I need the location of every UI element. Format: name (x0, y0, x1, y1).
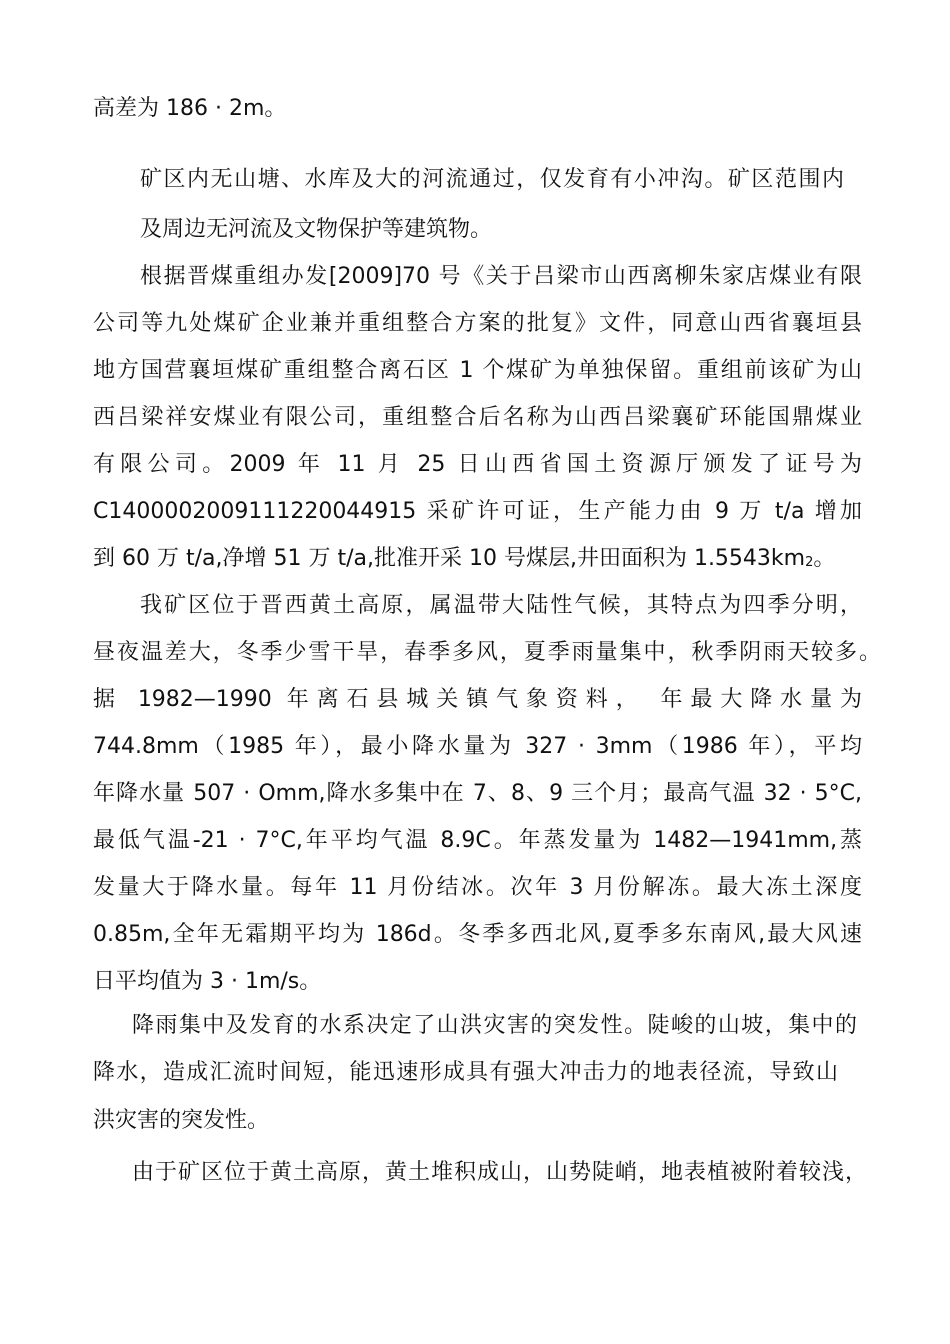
text-line: 降雨集中及发育的水系决定了山洪灾害的突发性。陡峻的山坡，集中的 (132, 1013, 857, 1038)
text-line: 由于矿区位于黄土高原，黄土堆积成山，山势陡峭，地表植被附着较浅， (132, 1160, 867, 1185)
text-line: 及周边无河流及文物保护等建筑物。 (140, 217, 493, 242)
text-line: 最低气温-21 · 7°C,年平均气温 8.9C。年蒸发量为 1482—1941mm,蒸 (93, 828, 862, 853)
text-line: 昼夜温差大，冬季少雪干旱，春季多风，夏季雨量集中，秋季阴雨天较多。 (93, 640, 881, 665)
text-line-area (93, 544, 835, 578)
area-superscript: 2 (805, 555, 814, 570)
text-line: 年降水量 507 · Omm,降水多集中在 7、8、9 三个月；最高气温 32 · 5°C, (93, 781, 862, 806)
text-line: 地方国营襄垣煤矿重组整合离石区 1 个煤矿为单独保留。重组前该矿为山 (93, 358, 862, 383)
area-text: 到 60 万 t/a,净增 51 万 t/a,批准开采 10 号煤层,井田面积为 1.5543km (93, 546, 806, 571)
text-line: 744.8mm（1985 年），最小降水量为 327 · 3mm（1986 年），平均 (93, 734, 862, 759)
text-line: C1400002009111220044915 采矿许可证，生产能力由 9 万 t/a 增加 (93, 499, 862, 524)
area-tail: 。 (813, 546, 836, 571)
text-line: 高差为 186 · 2m。 (93, 96, 287, 121)
text-line: 根据晋煤重组办发[2009]70 号《关于吕梁市山西离柳朱家店煤业有限 (140, 264, 862, 289)
text-line: 矿区内无山塘、水库及大的河流通过，仅发育有小冲沟。矿区范围内 (140, 167, 844, 192)
text-line: 0.85m,全年无霜期平均为 186d。冬季多西北风,夏季多东南风,最大风速 (93, 922, 862, 947)
text-line: 发量大于降水量。每年 11 月份结冰。次年 3 月份解冻。最大冻土深度 (93, 875, 862, 900)
text-line: 降水，造成汇流时间短，能迅速形成具有强大冲击力的地表径流，导致山 (93, 1060, 838, 1085)
text-line: 公司等九处煤矿企业兼并重组整合方案的批复》文件，同意山西省襄垣县 (93, 311, 862, 336)
text-line: 西吕梁祥安煤业有限公司，重组整合后名称为山西吕梁襄矿环能国鼎煤业 (93, 405, 862, 430)
text-line: 洪灾害的突发性。 (93, 1108, 270, 1133)
text-line: 有限公司。2009 年 11 月 25 日山西省国土资源厅颁发了证号为 (93, 452, 862, 477)
text-line: 据 1982—1990 年离石县城关镇气象资料， 年最大降水量为 (93, 687, 862, 712)
text-line: 我矿区位于晋西黄土高原，属温带大陆性气候，其特点为四季分明， (140, 593, 862, 618)
text-line: 日平均值为 3 · 1m/s。 (93, 969, 322, 994)
